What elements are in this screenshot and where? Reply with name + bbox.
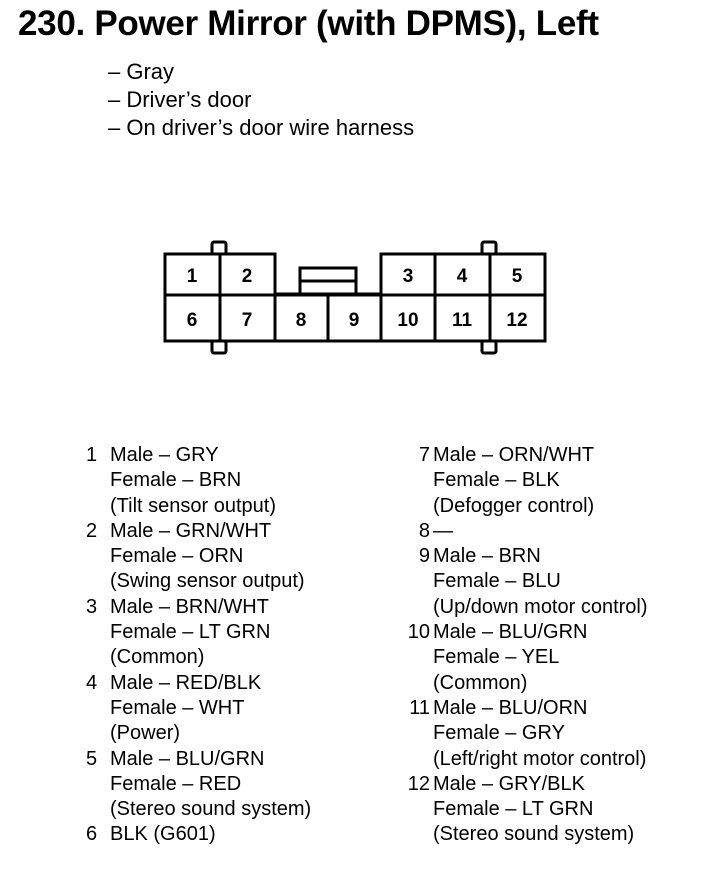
pin-entry [403, 544, 703, 620]
pin-label: 10 [397, 310, 419, 331]
connector-location: – Driver’s door [108, 87, 252, 112]
pin-description-line: Female – LT GRN [110, 621, 271, 644]
pin-label: 4 [456, 266, 468, 287]
pin-number: 2 [86, 519, 98, 542]
pin-description-line: Male – GRY/BLK [433, 772, 585, 795]
pin-entry [80, 443, 380, 519]
pin-number: 7 [418, 444, 430, 466]
pin-description-line: Male – BRN [433, 545, 541, 568]
connector-keys [212, 242, 496, 353]
pin-description-line: Female – YEL [433, 646, 560, 669]
pin-description-line: (Stereo sound system) [110, 798, 312, 821]
pin-list-left [80, 443, 380, 848]
pin-entry [403, 696, 703, 772]
pin-number: 4 [86, 671, 98, 694]
pin-entry [403, 443, 703, 519]
pin-number: 5 [86, 747, 98, 770]
pin-entry [80, 822, 380, 847]
pin-number: 3 [86, 595, 98, 618]
pin-number: 10 [407, 621, 430, 644]
pin-label: 6 [186, 310, 198, 331]
pin-entry [80, 671, 380, 747]
pin-description-line: Female – BLU [433, 570, 561, 593]
lock-tab [300, 268, 356, 294]
pin-description-line: (Left/right motor control) [433, 747, 647, 770]
pin-label: 3 [402, 266, 414, 287]
pin-entry [80, 595, 380, 671]
pin-label: 11 [451, 310, 473, 331]
pin-description-line: Female – BRN [110, 469, 242, 492]
pin-label: 9 [348, 310, 360, 331]
pin-description-line: Female – LT GRN [433, 798, 594, 821]
pin-number: 8 [418, 519, 430, 542]
pin-number: 6 [86, 823, 98, 846]
pin-number: 1 [86, 444, 98, 466]
pin-label: 5 [511, 266, 523, 287]
pin-description-line: Male – BLU/GRN [433, 621, 588, 644]
pin-entry [80, 747, 380, 823]
pin-label: 1 [186, 266, 198, 287]
pin-entry [403, 772, 703, 848]
pin-description-line: Female – GRY [433, 722, 565, 745]
pin-number: 12 [407, 772, 430, 795]
pin-description-line: (Swing sensor output) [110, 570, 305, 593]
pin-description-line: (Common) [433, 671, 528, 694]
pin-description-line: (Power) [110, 722, 181, 745]
pin-list-right [403, 443, 703, 848]
pin-description-line: (Common) [110, 646, 205, 669]
pin-label: 12 [506, 310, 528, 331]
pin-description-line: Female – RED [110, 772, 242, 795]
connector-harness: – On driver’s door wire harness [108, 115, 415, 140]
pin-description-line: Male – BLU/ORN [433, 696, 588, 719]
pin-description-line: (Stereo sound system) [433, 823, 635, 846]
pin-number: 11 [409, 696, 430, 719]
pin-description-line: Male – BLU/GRN [110, 747, 265, 770]
pin-number: 9 [418, 545, 430, 568]
pin-label: 7 [241, 310, 253, 331]
pin-entry [403, 519, 703, 544]
pin-description-line: Female – WHT [110, 696, 245, 719]
pin-description-line: Female – ORN [110, 545, 244, 568]
connector-color: – Gray [108, 59, 175, 84]
connector-diagram [150, 232, 560, 362]
pin-description-line: Male – BRN/WHT [110, 595, 269, 618]
pin-description-line: BLK (G601) [110, 823, 216, 846]
pin-description-line: Male – GRY [110, 444, 219, 466]
pin-description-line: (Defogger control) [433, 494, 595, 517]
pin-description-line: Female – BLK [433, 469, 560, 492]
page-title: 230. Power Mirror (with DPMS), Left [18, 4, 599, 43]
connector-info [108, 58, 414, 142]
pin-description-line: (Up/down motor control) [433, 595, 648, 618]
pin-description-line: Male – ORN/WHT [433, 444, 595, 466]
pin-label: 2 [241, 266, 253, 287]
pin-description-line: — [433, 519, 453, 542]
pin-label: 8 [295, 310, 307, 331]
pin-description-line: (Tilt sensor output) [110, 494, 276, 517]
pin-entry [403, 620, 703, 696]
pin-entry [80, 519, 380, 595]
pin-description-line: Male – RED/BLK [110, 671, 262, 694]
pin-description-line: Male – GRN/WHT [110, 519, 272, 542]
